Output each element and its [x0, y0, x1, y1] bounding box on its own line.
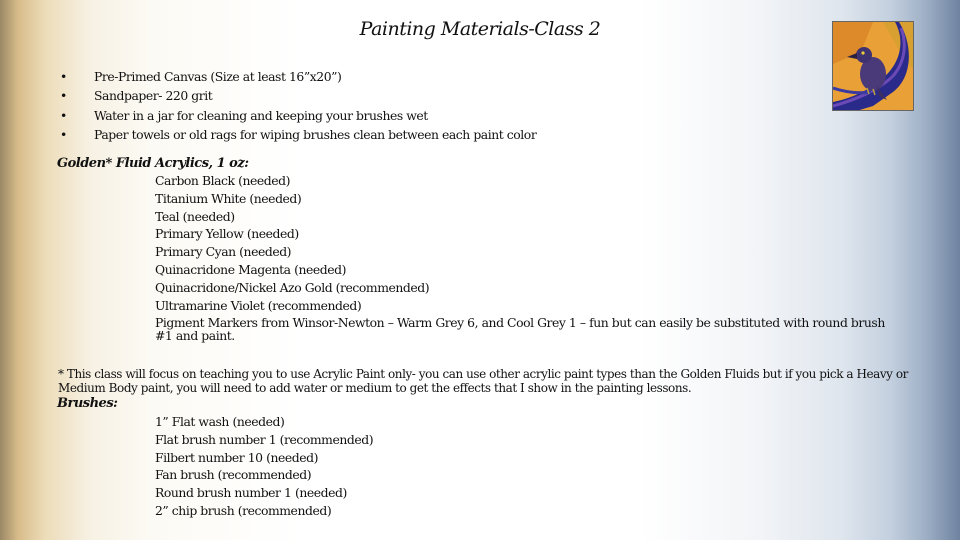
bird-painting-thumbnail — [832, 21, 914, 111]
paint-item: Ultramarine Violet (recommended) — [155, 297, 362, 313]
paint-item: Primary Cyan (needed) — [155, 244, 292, 260]
supplies-list — [58, 67, 536, 144]
paints-heading: Golden* Fluid Acrylics, 1 oz: — [57, 156, 249, 171]
brush-item: 1” Flat wash (needed) — [155, 414, 285, 429]
brush-item: Filbert number 10 (needed) — [155, 449, 318, 465]
brush-item: Flat brush number 1 (recommended) — [155, 431, 374, 447]
supply-item: • Sandpaper- 220 grit — [58, 86, 536, 105]
paint-item: Teal (needed) — [155, 208, 235, 224]
brushes-list — [155, 413, 373, 520]
paint-item: Primary Yellow (needed) — [155, 226, 299, 242]
paint-item: Carbon Black (needed) — [155, 173, 291, 188]
paint-item: Pigment Markers from Winsor-Newton – Warm Grey 6, and Cool Grey 1 – fun but can easily be substituted with round brush #1 and paint. — [155, 315, 885, 344]
paint-item: Titanium White (needed) — [155, 190, 302, 206]
brush-item: Fan brush (recommended) — [155, 467, 312, 483]
brushes-heading: Brushes: — [57, 396, 118, 411]
brush-item: 2” chip brush (recommended) — [155, 502, 332, 518]
acrylic-paint-note: * This class will focus on teaching you to use Acrylic Paint only- you can use other acrylic paint types than the Golden Fluids but if you pick a Heavy or Medium Body paint, you will need to add water or medium to get the effects that I show in the painting lessons. — [58, 367, 908, 395]
paint-item: Quinacridone/Nickel Azo Gold (recommended) — [155, 279, 430, 295]
brush-item: Round brush number 1 (needed) — [155, 485, 347, 501]
supply-item: • Paper towels or old rags for wiping brushes clean between each paint color — [58, 125, 536, 144]
supply-item: • Water in a jar for cleaning and keeping your brushes wet — [58, 106, 536, 125]
paints-list — [155, 172, 900, 342]
paint-item: Quinacridone Magenta (needed) — [155, 261, 347, 277]
supply-item: • Pre-Primed Canvas (Size at least 16”x20”) — [58, 67, 536, 86]
slide-title: Painting Materials-Class 2 — [359, 18, 601, 40]
